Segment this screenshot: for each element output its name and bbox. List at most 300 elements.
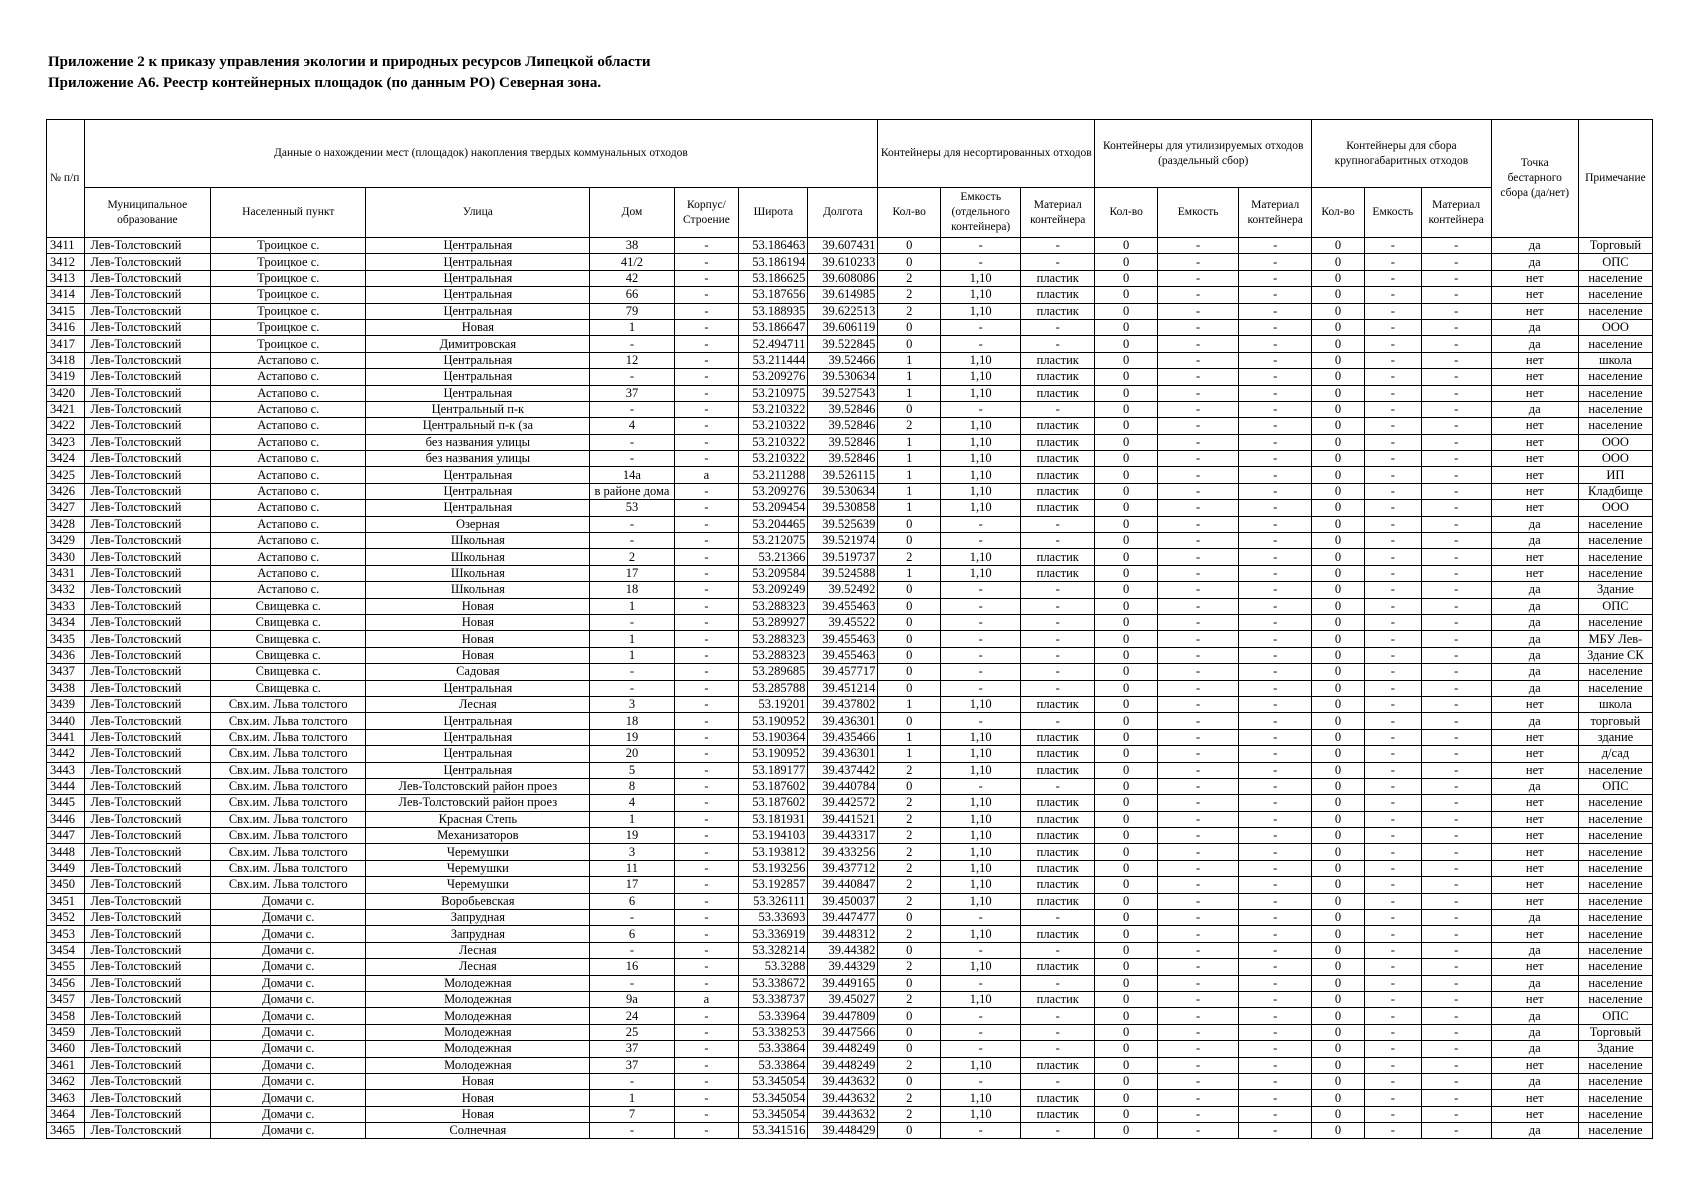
cell-lat: 53.338672 — [739, 975, 808, 991]
cell-house: - — [590, 680, 674, 696]
cell-bagless: нет — [1491, 811, 1578, 827]
cell-bagless: да — [1491, 975, 1578, 991]
cell-house: - — [590, 401, 674, 417]
cell-lon: 39.52846 — [808, 401, 878, 417]
cell-unsorted-count: 2 — [878, 991, 941, 1007]
cell-recyclable-count: 0 — [1095, 500, 1158, 516]
table-row — [47, 893, 1653, 909]
cell-lat: 53.289927 — [739, 614, 808, 630]
cell-bulky-material: - — [1421, 369, 1491, 385]
table-row — [47, 1090, 1653, 1106]
header-bulky-count: Кол-во — [1312, 188, 1365, 238]
table-row — [47, 696, 1653, 712]
cell-building: - — [674, 860, 739, 876]
cell-unsorted-count: 0 — [878, 680, 941, 696]
cell-unsorted-capacity: 1,10 — [941, 729, 1021, 745]
cell-bagless: да — [1491, 680, 1578, 696]
cell-recyclable-capacity: - — [1158, 893, 1239, 909]
cell-note: ОПС — [1578, 254, 1652, 270]
cell-recyclable-capacity: - — [1158, 1090, 1239, 1106]
cell-municipality: Лев-Толстовский — [84, 959, 211, 975]
table-row — [47, 926, 1653, 942]
table-row — [47, 959, 1653, 975]
cell-lon: 39.44329 — [808, 959, 878, 975]
cell-bulky-capacity: - — [1364, 369, 1421, 385]
cell-lon: 39.436301 — [808, 713, 878, 729]
cell-lon: 39.443632 — [808, 1090, 878, 1106]
cell-building: - — [674, 1008, 739, 1024]
cell-street: Центральная — [366, 729, 590, 745]
cell-bulky-material: - — [1421, 647, 1491, 663]
cell-num: 3430 — [47, 549, 85, 565]
cell-building: - — [674, 729, 739, 745]
cell-unsorted-count: 1 — [878, 385, 941, 401]
table-row — [47, 991, 1653, 1007]
cell-settlement: Астапово с. — [211, 565, 366, 581]
cell-recyclable-material: - — [1239, 844, 1312, 860]
cell-settlement: Астапово с. — [211, 500, 366, 516]
cell-recyclable-material: - — [1239, 598, 1312, 614]
cell-recyclable-count: 0 — [1095, 385, 1158, 401]
cell-num: 3448 — [47, 844, 85, 860]
cell-note: население — [1578, 828, 1652, 844]
cell-num: 3445 — [47, 795, 85, 811]
cell-num: 3453 — [47, 926, 85, 942]
cell-bulky-capacity: - — [1364, 795, 1421, 811]
cell-settlement: Домачи с. — [211, 1041, 366, 1057]
cell-bulky-material: - — [1421, 287, 1491, 303]
cell-unsorted-material: пластик — [1021, 369, 1095, 385]
cell-bulky-capacity: - — [1364, 1090, 1421, 1106]
cell-unsorted-capacity: 1,10 — [941, 828, 1021, 844]
cell-unsorted-capacity: 1,10 — [941, 565, 1021, 581]
cell-municipality: Лев-Толстовский — [84, 746, 211, 762]
cell-bagless: нет — [1491, 959, 1578, 975]
cell-building: а — [674, 467, 739, 483]
cell-recyclable-count: 0 — [1095, 516, 1158, 532]
cell-unsorted-material: пластик — [1021, 451, 1095, 467]
cell-street: Лесная — [366, 959, 590, 975]
cell-note: население — [1578, 549, 1652, 565]
cell-note: население — [1578, 893, 1652, 909]
cell-bagless: да — [1491, 598, 1578, 614]
cell-lat: 53.33864 — [739, 1041, 808, 1057]
cell-bulky-material: - — [1421, 631, 1491, 647]
cell-bulky-capacity: - — [1364, 1057, 1421, 1073]
cell-bulky-material: - — [1421, 352, 1491, 368]
cell-recyclable-material: - — [1239, 614, 1312, 630]
cell-settlement: Свх.им. Льва толстого — [211, 828, 366, 844]
cell-bulky-material: - — [1421, 270, 1491, 286]
cell-settlement: Троицкое с. — [211, 303, 366, 319]
cell-recyclable-capacity: - — [1158, 795, 1239, 811]
cell-unsorted-material: пластик — [1021, 1106, 1095, 1122]
cell-unsorted-material: пластик — [1021, 500, 1095, 516]
cell-num: 3425 — [47, 467, 85, 483]
cell-unsorted-material: - — [1021, 238, 1095, 254]
cell-bulky-capacity: - — [1364, 893, 1421, 909]
header-bulky-capacity: Емкость — [1364, 188, 1421, 238]
cell-lat: 53.193256 — [739, 860, 808, 876]
cell-bulky-count: 0 — [1312, 533, 1365, 549]
cell-note: население — [1578, 811, 1652, 827]
cell-house: 37 — [590, 385, 674, 401]
cell-bagless: нет — [1491, 844, 1578, 860]
cell-lat: 53.285788 — [739, 680, 808, 696]
cell-bulky-material: - — [1421, 500, 1491, 516]
cell-bulky-capacity: - — [1364, 500, 1421, 516]
cell-lat: 53.211288 — [739, 467, 808, 483]
cell-note: ООО — [1578, 434, 1652, 450]
cell-num: 3463 — [47, 1090, 85, 1106]
cell-bulky-capacity: - — [1364, 729, 1421, 745]
cell-bulky-material: - — [1421, 713, 1491, 729]
cell-recyclable-capacity: - — [1158, 631, 1239, 647]
cell-note: Торговый — [1578, 1024, 1652, 1040]
cell-note: население — [1578, 385, 1652, 401]
cell-bulky-capacity: - — [1364, 483, 1421, 499]
table-row — [47, 680, 1653, 696]
cell-recyclable-capacity: - — [1158, 287, 1239, 303]
cell-note: население — [1578, 975, 1652, 991]
cell-unsorted-capacity: 1,10 — [941, 991, 1021, 1007]
cell-municipality: Лев-Толстовский — [84, 319, 211, 335]
cell-house: 4 — [590, 418, 674, 434]
header-house: Дом — [590, 188, 674, 238]
cell-unsorted-capacity: - — [941, 336, 1021, 352]
cell-recyclable-count: 0 — [1095, 1041, 1158, 1057]
cell-street: Центральная — [366, 500, 590, 516]
cell-num: 3465 — [47, 1123, 85, 1139]
table-row — [47, 418, 1653, 434]
cell-lat: 53.181931 — [739, 811, 808, 827]
table-row — [47, 1073, 1653, 1089]
cell-house: 17 — [590, 565, 674, 581]
cell-lon: 39.524588 — [808, 565, 878, 581]
cell-bulky-count: 0 — [1312, 418, 1365, 434]
cell-recyclable-capacity: - — [1158, 811, 1239, 827]
cell-building: - — [674, 746, 739, 762]
cell-bagless: нет — [1491, 385, 1578, 401]
cell-num: 3451 — [47, 893, 85, 909]
cell-settlement: Свх.им. Льва толстого — [211, 713, 366, 729]
cell-bulky-count: 0 — [1312, 401, 1365, 417]
cell-recyclable-capacity: - — [1158, 549, 1239, 565]
cell-settlement: Астапово с. — [211, 352, 366, 368]
cell-bulky-capacity: - — [1364, 352, 1421, 368]
cell-building: - — [674, 647, 739, 663]
cell-municipality: Лев-Толстовский — [84, 565, 211, 581]
cell-municipality: Лев-Толстовский — [84, 1073, 211, 1089]
registry-table-body — [47, 238, 1653, 1139]
cell-recyclable-material: - — [1239, 1073, 1312, 1089]
cell-building: - — [674, 844, 739, 860]
cell-bulky-material: - — [1421, 860, 1491, 876]
cell-house: - — [590, 910, 674, 926]
cell-num: 3449 — [47, 860, 85, 876]
cell-lat: 53.19201 — [739, 696, 808, 712]
cell-street: Центральная — [366, 680, 590, 696]
cell-unsorted-material: пластик — [1021, 1057, 1095, 1073]
cell-lat: 53.289685 — [739, 664, 808, 680]
cell-unsorted-capacity: 1,10 — [941, 303, 1021, 319]
cell-bulky-material: - — [1421, 844, 1491, 860]
cell-num: 3437 — [47, 664, 85, 680]
cell-num: 3441 — [47, 729, 85, 745]
cell-building: - — [674, 434, 739, 450]
table-row — [47, 1008, 1653, 1024]
cell-lat: 53.3288 — [739, 959, 808, 975]
cell-lat: 53.211444 — [739, 352, 808, 368]
cell-bulky-material: - — [1421, 434, 1491, 450]
cell-recyclable-material: - — [1239, 451, 1312, 467]
cell-recyclable-capacity: - — [1158, 401, 1239, 417]
cell-unsorted-count: 2 — [878, 811, 941, 827]
cell-municipality: Лев-Толстовский — [84, 336, 211, 352]
cell-recyclable-capacity: - — [1158, 434, 1239, 450]
cell-building: - — [674, 582, 739, 598]
cell-num: 3419 — [47, 369, 85, 385]
cell-bulky-count: 0 — [1312, 664, 1365, 680]
cell-house: - — [590, 369, 674, 385]
cell-recyclable-capacity: - — [1158, 975, 1239, 991]
cell-bagless: нет — [1491, 696, 1578, 712]
cell-unsorted-capacity: - — [941, 1123, 1021, 1139]
cell-street: Димитровская — [366, 336, 590, 352]
cell-recyclable-material: - — [1239, 1024, 1312, 1040]
table-row — [47, 598, 1653, 614]
cell-recyclable-count: 0 — [1095, 238, 1158, 254]
table-row — [47, 352, 1653, 368]
cell-bagless: да — [1491, 1024, 1578, 1040]
cell-settlement: Домачи с. — [211, 1123, 366, 1139]
cell-recyclable-capacity: - — [1158, 910, 1239, 926]
cell-recyclable-material: - — [1239, 680, 1312, 696]
cell-bulky-capacity: - — [1364, 631, 1421, 647]
cell-lat: 53.209584 — [739, 565, 808, 581]
cell-recyclable-count: 0 — [1095, 844, 1158, 860]
cell-unsorted-capacity: 1,10 — [941, 1090, 1021, 1106]
cell-settlement: Астапово с. — [211, 369, 366, 385]
cell-bulky-material: - — [1421, 664, 1491, 680]
cell-bulky-capacity: - — [1364, 303, 1421, 319]
cell-bulky-count: 0 — [1312, 270, 1365, 286]
cell-note: население — [1578, 680, 1652, 696]
cell-note: население — [1578, 910, 1652, 926]
cell-num: 3450 — [47, 877, 85, 893]
cell-note: школа — [1578, 696, 1652, 712]
cell-bagless: да — [1491, 238, 1578, 254]
cell-street: Центральная — [366, 762, 590, 778]
cell-unsorted-material: пластик — [1021, 434, 1095, 450]
cell-building: - — [674, 352, 739, 368]
cell-house: 37 — [590, 1057, 674, 1073]
cell-unsorted-capacity: 1,10 — [941, 860, 1021, 876]
cell-unsorted-material: - — [1021, 582, 1095, 598]
cell-recyclable-material: - — [1239, 647, 1312, 663]
cell-unsorted-capacity: 1,10 — [941, 418, 1021, 434]
cell-recyclable-material: - — [1239, 254, 1312, 270]
cell-unsorted-count: 0 — [878, 664, 941, 680]
cell-recyclable-material: - — [1239, 319, 1312, 335]
cell-lon: 39.448249 — [808, 1057, 878, 1073]
cell-building: - — [674, 1041, 739, 1057]
cell-unsorted-material: пластик — [1021, 828, 1095, 844]
cell-unsorted-capacity: 1,10 — [941, 483, 1021, 499]
cell-street: Лев-Толстовский район проез — [366, 778, 590, 794]
cell-bagless: да — [1491, 614, 1578, 630]
cell-building: - — [674, 385, 739, 401]
cell-recyclable-count: 0 — [1095, 664, 1158, 680]
cell-recyclable-capacity: - — [1158, 418, 1239, 434]
cell-recyclable-count: 0 — [1095, 680, 1158, 696]
cell-recyclable-count: 0 — [1095, 975, 1158, 991]
cell-bulky-material: - — [1421, 959, 1491, 975]
cell-lon: 39.450037 — [808, 893, 878, 909]
cell-house: 6 — [590, 926, 674, 942]
cell-unsorted-count: 0 — [878, 910, 941, 926]
cell-lon: 39.448429 — [808, 1123, 878, 1139]
cell-recyclable-count: 0 — [1095, 959, 1158, 975]
cell-note: население — [1578, 762, 1652, 778]
cell-lon: 39.435466 — [808, 729, 878, 745]
cell-bulky-count: 0 — [1312, 565, 1365, 581]
cell-unsorted-count: 0 — [878, 1123, 941, 1139]
cell-street: Центральная — [366, 483, 590, 499]
cell-unsorted-capacity: 1,10 — [941, 451, 1021, 467]
cell-bagless: да — [1491, 319, 1578, 335]
header-row-columns — [47, 188, 1653, 238]
cell-unsorted-capacity: - — [941, 598, 1021, 614]
cell-municipality: Лев-Толстовский — [84, 860, 211, 876]
cell-bulky-count: 0 — [1312, 287, 1365, 303]
cell-bulky-count: 0 — [1312, 1123, 1365, 1139]
cell-bulky-capacity: - — [1364, 778, 1421, 794]
cell-bulky-capacity: - — [1364, 1123, 1421, 1139]
cell-municipality: Лев-Толстовский — [84, 1123, 211, 1139]
cell-recyclable-capacity: - — [1158, 582, 1239, 598]
cell-unsorted-capacity: - — [941, 680, 1021, 696]
cell-house: 41/2 — [590, 254, 674, 270]
cell-municipality: Лев-Толстовский — [84, 910, 211, 926]
cell-bulky-count: 0 — [1312, 647, 1365, 663]
cell-unsorted-material: пластик — [1021, 746, 1095, 762]
cell-municipality: Лев-Толстовский — [84, 975, 211, 991]
header-unsorted-material: Материал контейнера — [1021, 188, 1095, 238]
cell-bagless: да — [1491, 533, 1578, 549]
cell-bulky-material: - — [1421, 303, 1491, 319]
cell-lon: 39.441521 — [808, 811, 878, 827]
cell-unsorted-material: - — [1021, 533, 1095, 549]
cell-lon: 39.607431 — [808, 238, 878, 254]
cell-bagless: нет — [1491, 352, 1578, 368]
cell-bulky-count: 0 — [1312, 811, 1365, 827]
cell-house: 24 — [590, 1008, 674, 1024]
cell-num: 3426 — [47, 483, 85, 499]
cell-note: население — [1578, 270, 1652, 286]
cell-recyclable-count: 0 — [1095, 696, 1158, 712]
cell-building: - — [674, 696, 739, 712]
cell-lat: 53.328214 — [739, 942, 808, 958]
cell-lat: 53.209249 — [739, 582, 808, 598]
cell-house: 1 — [590, 647, 674, 663]
header-recyclable-count: Кол-во — [1095, 188, 1158, 238]
cell-lat: 53.33864 — [739, 1057, 808, 1073]
cell-num: 3411 — [47, 238, 85, 254]
cell-num: 3438 — [47, 680, 85, 696]
cell-building: - — [674, 762, 739, 778]
cell-note: население — [1578, 1057, 1652, 1073]
cell-recyclable-capacity: - — [1158, 762, 1239, 778]
cell-bagless: да — [1491, 778, 1578, 794]
cell-street: Красная Степь — [366, 811, 590, 827]
cell-recyclable-material: - — [1239, 516, 1312, 532]
cell-recyclable-material: - — [1239, 270, 1312, 286]
cell-num: 3464 — [47, 1106, 85, 1122]
cell-house: 25 — [590, 1024, 674, 1040]
cell-settlement: Домачи с. — [211, 1090, 366, 1106]
cell-lon: 39.455463 — [808, 631, 878, 647]
cell-lon: 39.437712 — [808, 860, 878, 876]
cell-unsorted-count: 2 — [878, 270, 941, 286]
cell-municipality: Лев-Толстовский — [84, 828, 211, 844]
cell-bulky-material: - — [1421, 516, 1491, 532]
cell-bulky-count: 0 — [1312, 729, 1365, 745]
cell-unsorted-material: пластик — [1021, 287, 1095, 303]
cell-unsorted-material: - — [1021, 401, 1095, 417]
cell-recyclable-material: - — [1239, 811, 1312, 827]
cell-lon: 39.440784 — [808, 778, 878, 794]
cell-num: 3462 — [47, 1073, 85, 1089]
cell-bulky-material: - — [1421, 762, 1491, 778]
cell-street: Школьная — [366, 565, 590, 581]
cell-bulky-capacity: - — [1364, 991, 1421, 1007]
cell-settlement: Астапово с. — [211, 516, 366, 532]
cell-unsorted-count: 1 — [878, 352, 941, 368]
cell-house: - — [590, 533, 674, 549]
cell-house: - — [590, 516, 674, 532]
cell-bulky-count: 0 — [1312, 778, 1365, 794]
cell-bagless: нет — [1491, 467, 1578, 483]
cell-lat: 53.210322 — [739, 451, 808, 467]
cell-recyclable-capacity: - — [1158, 1041, 1239, 1057]
cell-bulky-capacity: - — [1364, 254, 1421, 270]
table-row — [47, 582, 1653, 598]
cell-num: 3436 — [47, 647, 85, 663]
table-row — [47, 828, 1653, 844]
cell-note: население — [1578, 533, 1652, 549]
cell-house: 19 — [590, 729, 674, 745]
cell-note: население — [1578, 1073, 1652, 1089]
cell-recyclable-count: 0 — [1095, 434, 1158, 450]
cell-municipality: Лев-Толстовский — [84, 303, 211, 319]
cell-recyclable-capacity: - — [1158, 451, 1239, 467]
table-row — [47, 533, 1653, 549]
cell-bulky-material: - — [1421, 1041, 1491, 1057]
cell-recyclable-count: 0 — [1095, 1024, 1158, 1040]
cell-lat: 53.210322 — [739, 418, 808, 434]
cell-bagless: да — [1491, 1008, 1578, 1024]
cell-house: - — [590, 942, 674, 958]
cell-bulky-capacity: - — [1364, 844, 1421, 860]
table-row — [47, 483, 1653, 499]
cell-bulky-capacity: - — [1364, 828, 1421, 844]
cell-recyclable-capacity: - — [1158, 1073, 1239, 1089]
cell-bulky-capacity: - — [1364, 434, 1421, 450]
cell-bulky-material: - — [1421, 533, 1491, 549]
table-row — [47, 811, 1653, 827]
cell-unsorted-count: 0 — [878, 582, 941, 598]
